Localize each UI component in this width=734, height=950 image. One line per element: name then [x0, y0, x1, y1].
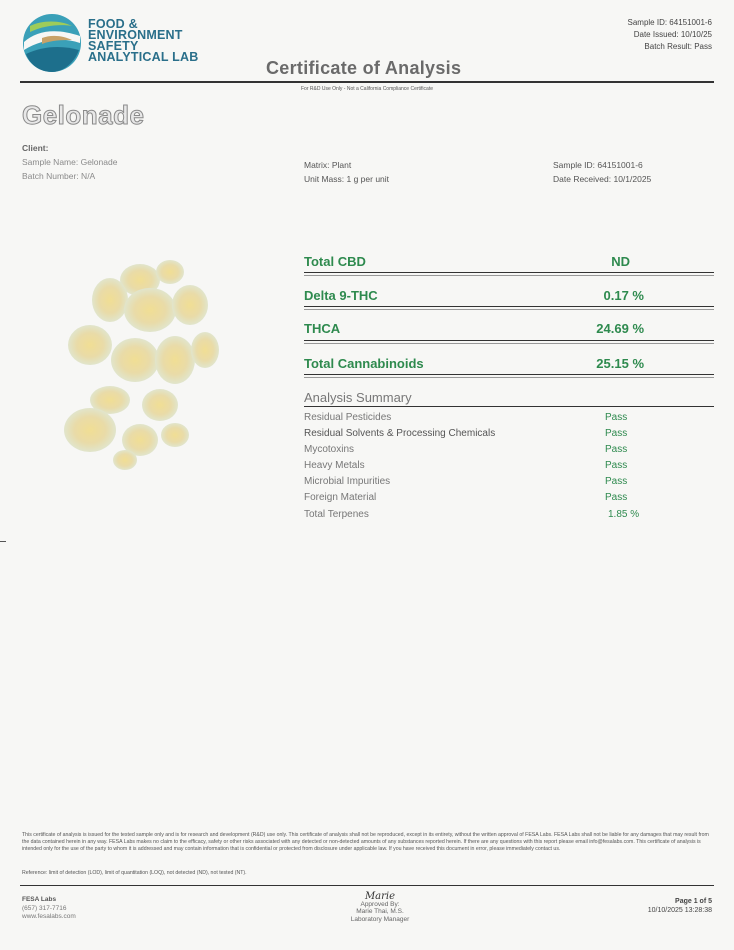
lab-logo [22, 12, 82, 74]
matrix-info [304, 158, 389, 186]
test-result: Pass [605, 492, 628, 503]
analysis-summary-title: Analysis Summary [304, 390, 412, 405]
signature: Marie [364, 891, 396, 902]
footer-divider [20, 885, 714, 886]
row-divider [304, 377, 714, 378]
test-result: Pass [605, 412, 628, 423]
summary-row [304, 428, 684, 444]
client-label: Client: [22, 143, 49, 153]
company-name: FESA Labs [22, 896, 57, 903]
summary-row [304, 509, 684, 525]
lab-name: FOOD & ENVIRONMENT SAFETY ANALYTICAL LAB [88, 17, 199, 64]
test-result: Pass [605, 476, 628, 487]
test-name: Residual Solvents & Processing Chemicals [304, 428, 496, 439]
summary-row [304, 492, 684, 508]
row-divider [304, 275, 714, 276]
sample-name: Sample Name: Gelonade [22, 157, 118, 167]
margin-mark [0, 541, 6, 542]
cannabinoid-value: 24.69 % [596, 321, 644, 336]
matrix: Matrix: Plant [304, 160, 352, 170]
test-result: 1.85 % [608, 509, 640, 520]
header-divider [20, 81, 714, 83]
sample-info [553, 158, 651, 186]
cannabinoid-value: 25.15 % [596, 356, 644, 371]
cannabinoid-row [304, 254, 714, 274]
cannabinoid-value: ND [611, 254, 630, 269]
cannabinoid-row [304, 288, 714, 308]
summary-row [304, 460, 684, 476]
header-sample-id: Sample ID: 64151001-6 [627, 18, 712, 27]
test-result: Pass [605, 428, 628, 439]
batch-number: Batch Number: N/A [22, 171, 96, 181]
cannabinoid-name: THCA [304, 321, 341, 336]
cannabinoid-name: Delta 9-THC [304, 288, 378, 303]
website-link[interactable]: www.fesalabs.com [22, 913, 76, 920]
approval-block [330, 893, 430, 923]
row-divider [304, 340, 714, 341]
product-name: Gelonade [22, 100, 145, 130]
row-divider [304, 306, 714, 307]
product-photo [50, 250, 250, 480]
lab-contact [22, 896, 76, 922]
summary-row [304, 476, 684, 492]
legal-disclaimer: This certificate of analysis is issued for the tested sample only and is for research and development (R&D) use only. This certificate of analysis shall not be reproduced, except in its entirety, without the written approval of FESA Labs. FESA Labs shall not be liable for any damages that may result from the data contained herein in any way. FESA Labs makes no claim to the efficacy, safety or other risks associated with any detected or non-detected amounts of any substances reported herein. If there are any questions with this report please email info@fesalabs.com. This certificate of analysis is intended only for the use of the party to whom it is addressed and may contain information that is confidential or protected from disclosure under applicable law. If you have received this document in error, please immediately contact us. [22, 832, 709, 853]
test-result: Pass [605, 444, 628, 455]
reference-note: Reference: limit of detection (LOD), limit of quantitation (LOQ), not detected (ND), not tested (NT). [22, 870, 247, 876]
test-name: Residual Pesticides [304, 412, 392, 423]
unit-mass: Unit Mass: 1 g per unit [304, 174, 390, 184]
approver-name: Marie Thai, M.S. [356, 908, 404, 915]
document-title: Certificate of Analysis [266, 58, 462, 78]
summary-row [304, 444, 684, 460]
test-result: Pass [605, 460, 628, 471]
client-info [22, 141, 117, 183]
test-name: Microbial Impurities [304, 476, 391, 487]
test-name: Foreign Material [304, 492, 377, 503]
sample-id: Sample ID: 64151001-6 [553, 160, 643, 170]
row-divider [304, 343, 714, 344]
rnd-disclaimer: For R&D Use Only - Not a California Compliance Certificate [301, 86, 433, 92]
row-divider [304, 374, 714, 375]
test-name: Heavy Metals [304, 460, 365, 471]
cannabinoid-name: Total CBD [304, 254, 366, 269]
approver-title: Laboratory Manager [350, 915, 410, 923]
cannabinoid-row [304, 356, 714, 376]
cannabinoid-value: 0.17 % [603, 288, 644, 303]
cannabinoid-row [304, 321, 714, 341]
page-info [648, 897, 712, 915]
header-meta [628, 17, 713, 53]
row-divider [304, 272, 714, 273]
cannabinoid-name: Total Cannabinoids [304, 356, 424, 371]
test-name: Mycotoxins [304, 444, 355, 455]
row-divider [304, 309, 714, 310]
header-batch-result: Batch Result: Pass [644, 42, 712, 51]
summary-row [304, 412, 684, 428]
test-name: Total Terpenes [304, 509, 369, 520]
header-date-issued: Date Issued: 10/10/25 [633, 30, 712, 39]
approved-by-label: Approved By: [360, 900, 400, 908]
summary-divider [304, 406, 714, 407]
page-number: Page 1 of 5 [675, 898, 712, 905]
date-received: Date Received: 10/1/2025 [553, 174, 652, 184]
phone: (657) 317-7716 [22, 904, 67, 912]
print-timestamp: 10/10/2025 13:28:38 [647, 907, 712, 914]
